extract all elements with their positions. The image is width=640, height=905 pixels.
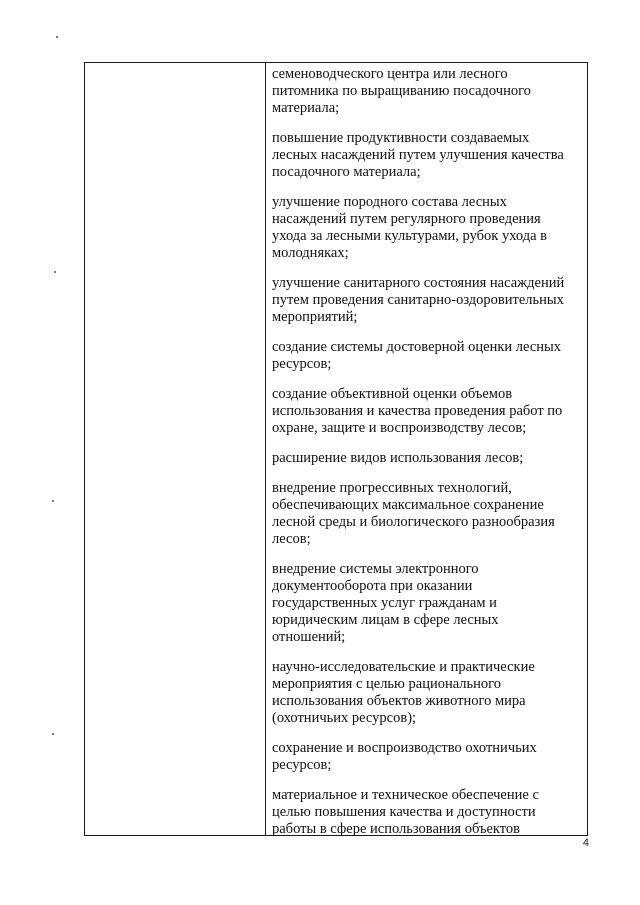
list-item: семеноводческого центра или лесного питомника по выращиванию посадочного материала; <box>272 66 531 116</box>
page-number: 4 <box>582 837 589 849</box>
scan-artifact-dot <box>52 733 54 735</box>
list-item: внедрение системы электронного документооборота при оказании государственных услуг гражданам и юридическим лицам в сфере лесных отношений; <box>272 561 499 645</box>
list-item: создание системы достоверной оценки лесных ресурсов; <box>272 339 562 372</box>
list-item: сохранение и воспроизводство охотничьих ресурсов; <box>272 740 537 773</box>
right-text-cell <box>266 66 587 835</box>
list-item: расширение видов использования лесов; <box>272 450 524 466</box>
content-table <box>84 62 588 836</box>
list-item: создание объективной оценки объемов использования и качества проведения работ по охране, защите и воспроизводству лесов; <box>272 386 563 436</box>
list-item: научно-исследовательские и практические мероприятия с целью рационального использования объектов животного мира (охотничьих ресурсов); <box>272 659 535 726</box>
scan-artifact-dot <box>54 271 56 273</box>
list-item: улучшение породного состава лесных насаждений путем регулярного проведения ухода за лесными культурами, рубок ухода в молодняках; <box>272 194 548 261</box>
list-item: повышение продуктивности создаваемых лесных насаждений путем улучшения качества посадочного материала; <box>272 130 564 180</box>
left-empty-cell <box>85 63 265 835</box>
list-item: материальное и техническое обеспечение с целью повышения качества и доступности работы в сфере использования объектов <box>272 787 539 835</box>
scan-artifact-dot <box>56 36 58 38</box>
list-item: внедрение прогрессивных технологий, обеспечивающих максимальное сохранение лесной среды и биологического разнообразия лесов; <box>272 480 555 547</box>
list-item: улучшение санитарного состояния насаждений путем проведения санитарно-оздоровительных мероприятий; <box>272 275 565 325</box>
scan-artifact-dot <box>52 500 54 502</box>
